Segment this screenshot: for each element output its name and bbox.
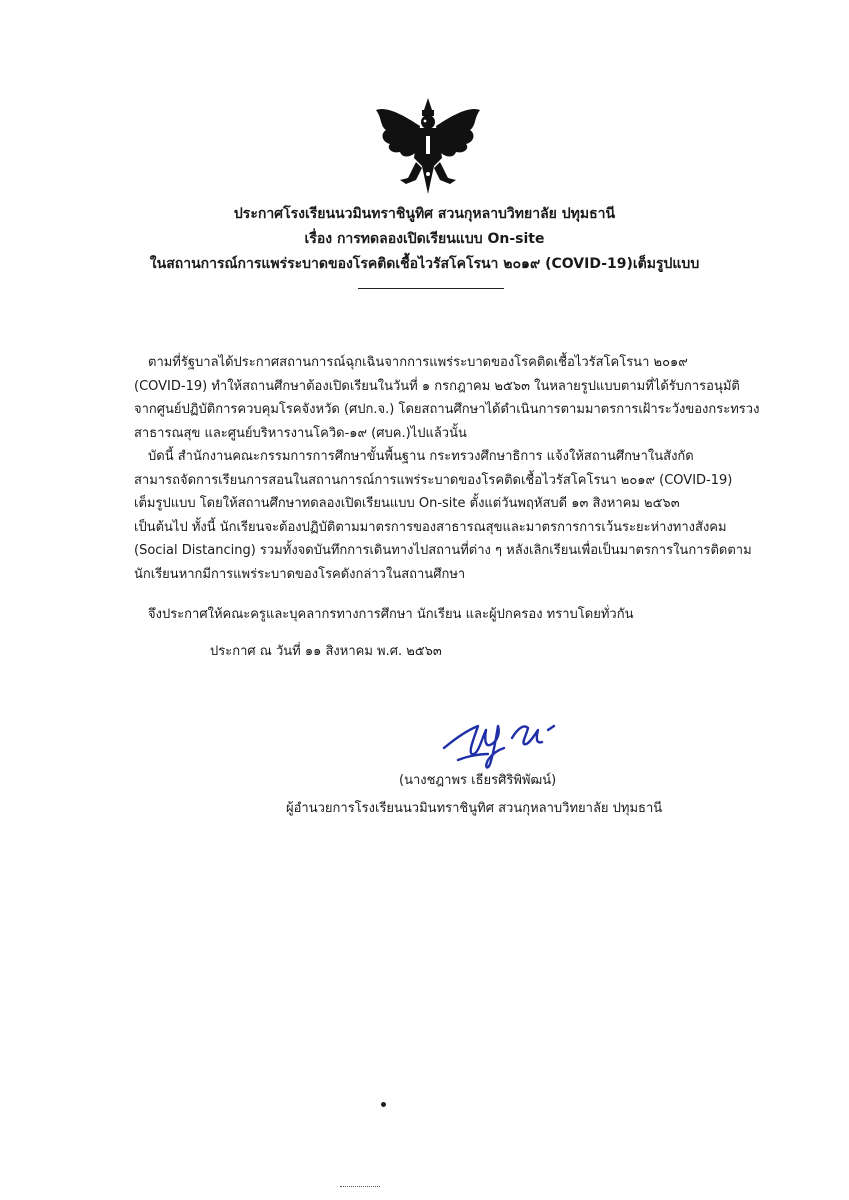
paragraph-2 (134, 445, 774, 586)
paragraph-2-line: เป็นต้นไป ทั้งนี้ นักเรียนจะต้องปฏิบัติตามมาตรการของสาธารณสุขและมาตรการการเว้นระยะห่างทางสังคม (134, 519, 727, 535)
paragraph-2-line: นักเรียนหากมีการแพร่ระบาดของโรคดังกล่าวในสถานศึกษา (134, 566, 466, 582)
header-school-title: ประกาศโรงเรียนนวมินทราชินูทิศ สวนกุหลาบวิทยาลัย ปทุมธานี (233, 206, 616, 222)
page-mark-dot (381, 1102, 386, 1107)
paragraph-1 (134, 351, 774, 445)
signer-position: ผู้อำนวยการโรงเรียนนวมินทราชินูทิศ สวนกุหลาบวิทยาลัย ปทุมธานี (286, 801, 663, 816)
paragraph-2-line: (Social Distancing) รวมทั้งจดบันทึกการเดินทางไปสถานที่ต่าง ๆ หลังเลิกเรียนเพื่อเป็นมาตรการในการติดตาม (134, 543, 752, 558)
paragraph-1-line: (COVID-19) ทำให้สถานศึกษาต้องเปิดเรียนในวันที่ ๑ กรกฎาคม ๒๕๖๓ ในหลายรูปแบบตามที่ได้รับการอนุมัติ (134, 378, 740, 394)
scan-edge-mark (340, 1186, 380, 1190)
header-divider (358, 288, 504, 289)
announcement-date: ประกาศ ณ วันที่ ๑๑ สิงหาคม พ.ศ. ๒๕๖๓ (210, 644, 442, 659)
signature-image (438, 708, 568, 772)
announcement-line: จึงประกาศให้คณะครูและบุคลากรทางการศึกษา นักเรียน และผู้ปกครอง ทราบโดยทั่วกัน (148, 607, 634, 622)
document-header (0, 202, 849, 277)
header-subject-detail: ในสถานการณ์การแพร่ระบาดของโรคติดเชื้อไวรัสโคโรนา ๒๐๑๙ (COVID-19)เต็มรูปแบบ (149, 256, 700, 272)
signer-name: (นางชฎาพร เธียรศิริพิพัฒน์) (399, 773, 557, 788)
paragraph-1-line: สาธารณสุข และศูนย์บริหารงานโควิด-๑๙ (ศบค.)ไปแล้วนั้น (134, 425, 467, 441)
paragraph-1-line: จากศูนย์ปฏิบัติการควบคุมโรคจังหวัด (ศปก.จ.) โดยสถานศึกษาได้ดำเนินการตามมาตรการเฝ้าระวังของกระทรวง (134, 402, 760, 417)
paragraph-2-line: สามารถจัดการเรียนการสอนในสถานการณ์การแพร่ระบาดของโรคติดเชื้อไวรัสโคโรนา ๒๐๑๙ (COVID-19) (134, 472, 733, 488)
header-subject: เรื่อง การทดลองเปิดเรียนแบบ On-site (304, 231, 545, 247)
paragraph-2-line: บัดนี้ สำนักงานคณะกรรมการการศึกษาขั้นพื้นฐาน กระทรวงศึกษาธิการ แจ้งให้สถานศึกษาในสังกัด (148, 449, 694, 464)
paragraph-1-line: ตามที่รัฐบาลได้ประกาศสถานการณ์ฉุกเฉินจากการแพร่ระบาดของโรคติดเชื้อไวรัสโคโรนา ๒๐๑๙ (148, 355, 688, 370)
paragraph-2-line: เต็มรูปแบบ โดยให้สถานศึกษาทดลองเปิดเรียนแบบ On-site ตั้งแต่วันพฤหัสบดี ๑๓ สิงหาคม ๒๕๖๓ (134, 496, 680, 511)
garuda-emblem-icon (372, 96, 484, 196)
